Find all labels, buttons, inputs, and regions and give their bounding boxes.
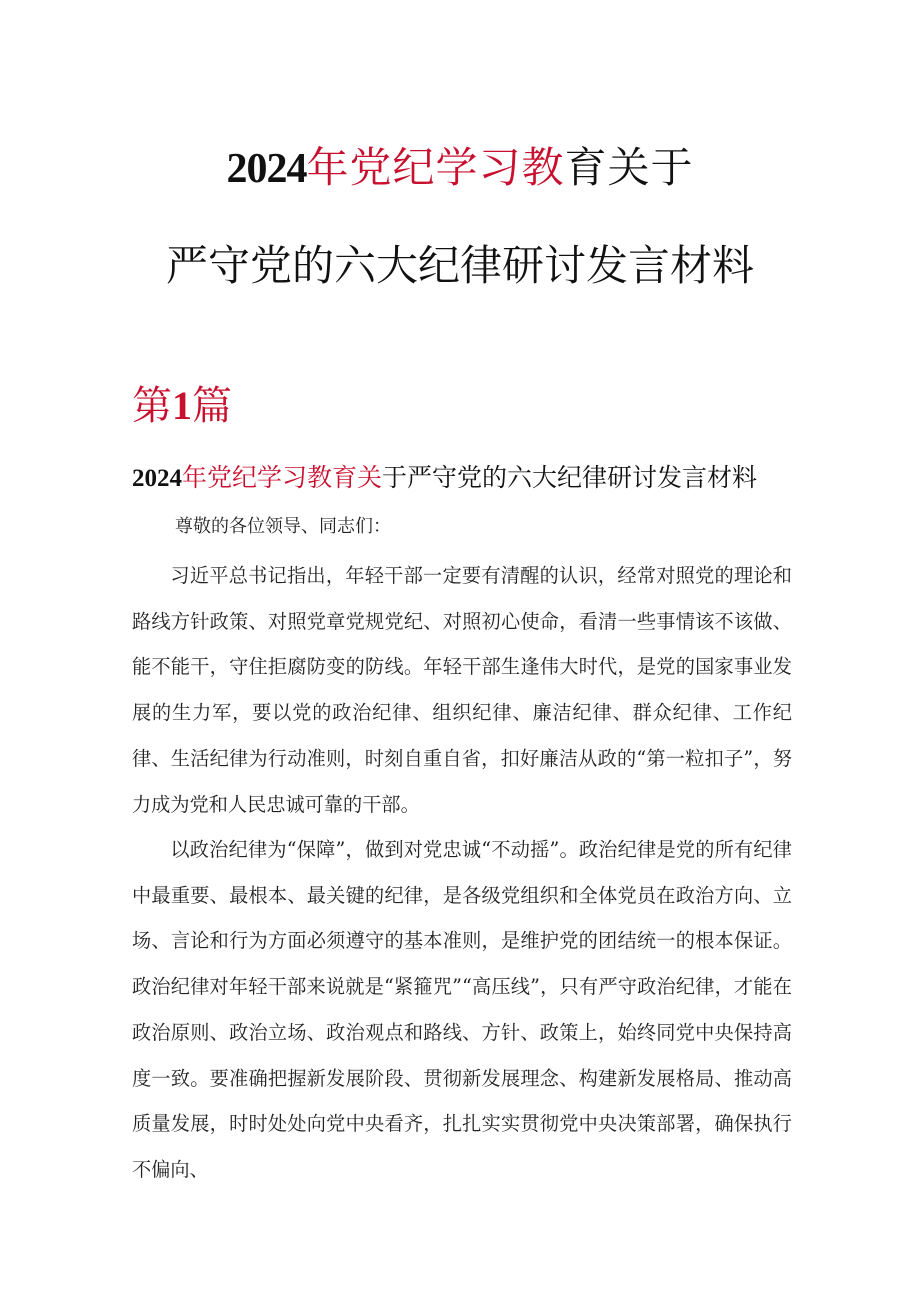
- title-dark-text: 育关于: [564, 143, 694, 192]
- chapter-heading: [132, 380, 232, 432]
- subtitle-dark-text: 于严守党的六大纪律研讨发言材料: [382, 463, 758, 492]
- document-title-line-1: [0, 140, 920, 197]
- body-paragraph-2: 以政治纪律为“保障”，做到对党忠诚“不动摇”。政治纪律是党的所有纪律中最重要、最根本、最关键的纪律，是各级党组织和全体党员在政治方向、立场、言论和行为方面必须遵守的基本准则，是维护党的团结统一的根本保证。政治纪律对年轻干部来说就是“紧箍咒”“高压线”，只有严守政治纪律，才能在政治原则、政治立场、政治观点和路线、方针、政策上，始终同党中央保持高度一致。要准确把握新发展阶段、贯彻新发展理念、构建新发展格局、推动高质量发展，时时处处向党中央看齐，扎扎实实贯彻党中央决策部署，确保执行不偏向、: [132, 838, 792, 1181]
- chapter-number: 1: [172, 383, 192, 428]
- subtitle-red-text: 年党纪学习教育关: [182, 463, 383, 492]
- title-red-text: 年党纪学习教: [306, 143, 565, 192]
- subtitle-year: 2024: [132, 465, 182, 492]
- salutation: 尊敬的各位领导、同志们：: [175, 516, 391, 537]
- chapter-suffix: 篇: [192, 383, 232, 429]
- title-year: 2024: [226, 146, 307, 192]
- chapter-prefix: 第: [132, 383, 172, 429]
- document-title-line-2: 严守党的六大纪律研讨发言材料: [165, 241, 754, 290]
- section-subtitle: [132, 460, 757, 497]
- body-paragraph-1: 习近平总书记指出，年轻干部一定要有清醒的认识，经常对照党的理论和路线方针政策、对照党章党规党纪、对照初心使命，看清一些事情该不该做、能不能干，守住拒腐防变的防线。年轻干部生逢伟大时代，是党的国家事业发展的生力军，要以党的政治纪律、组织纪律、廉洁纪律、群众纪律、工作纪律、生活纪律为行动准则，时刻自重自省，扣好廉洁从政的“第一粒扣子”，努力成为党和人民忠诚可靠的干部。: [132, 564, 792, 816]
